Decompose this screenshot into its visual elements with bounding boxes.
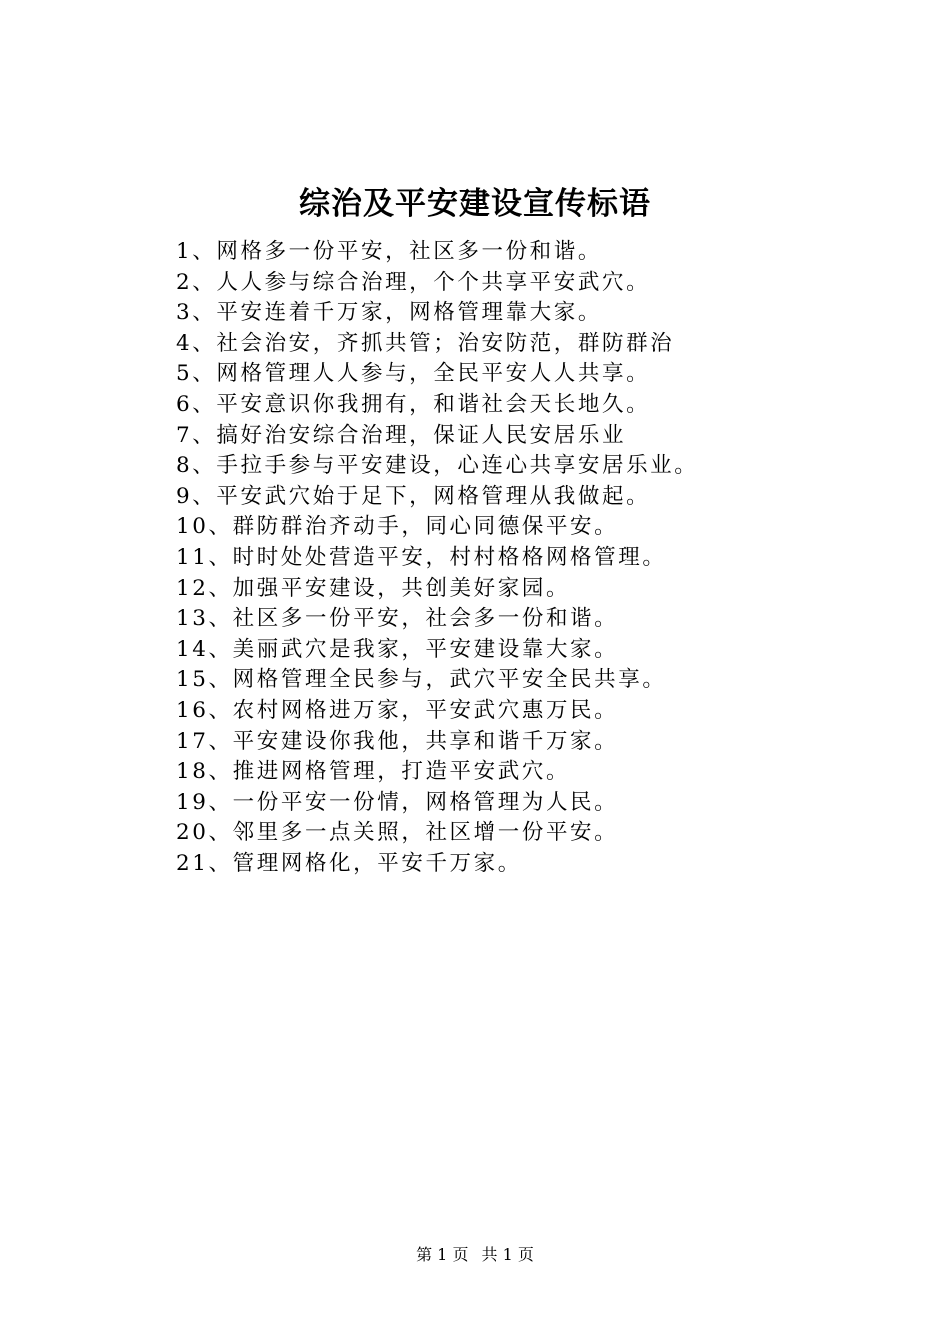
- document-title: 综治及平安建设宣传标语: [299, 186, 651, 222]
- page-total-label: 共 1 页: [481, 1245, 534, 1264]
- slogan-item-10: 10、群防群治齐动手，同心同德保平安。: [176, 514, 619, 540]
- slogan-item-8: 8、手拉手参与平安建设，心连心共享安居乐业。: [176, 453, 699, 479]
- slogan-item-20: 20、邻里多一点关照，社区增一份平安。: [176, 820, 619, 846]
- page-number-label: 第 1 页: [416, 1245, 469, 1264]
- slogan-item-13: 13、社区多一份平安，社会多一份和谐。: [176, 606, 619, 632]
- slogan-item-21: 21、管理网格化，平安千万家。: [176, 850, 522, 876]
- slogan-item-5: 5、网格管理人人参与，全民平安人人共享。: [176, 361, 651, 387]
- slogan-item-19: 19、一份平安一份情，网格管理为人民。: [176, 789, 619, 815]
- slogan-item-2: 2、人人参与综合治理，个个共享平安武穴。: [176, 269, 651, 295]
- slogan-item-16: 16、农村网格进万家，平安武穴惠万民。: [176, 697, 619, 723]
- slogan-item-14: 14、美丽武穴是我家，平安建设靠大家。: [176, 636, 619, 662]
- slogan-item-4: 4、社会治安，齐抓共管；治安防范，群防群治: [176, 330, 675, 356]
- slogan-item-6: 6、平安意识你我拥有，和谐社会天长地久。: [176, 391, 651, 417]
- slogan-item-15: 15、网格管理全民参与，武穴平安全民共享。: [176, 667, 667, 693]
- slogan-item-18: 18、推进网格管理，打造平安武穴。: [176, 759, 571, 785]
- slogan-item-11: 11、时时处处营造平安，村村格格网格管理。: [176, 544, 667, 570]
- slogan-item-12: 12、加强平安建设，共创美好家园。: [176, 575, 571, 601]
- slogan-item-7: 7、搞好治安综合治理，保证人民安居乐业: [176, 422, 627, 448]
- slogan-item-9: 9、平安武穴始于足下，网格管理从我做起。: [176, 483, 651, 509]
- slogan-list: [176, 237, 698, 879]
- slogan-item-3: 3、平安连着千万家，网格管理靠大家。: [176, 300, 602, 326]
- page-footer: [0, 1244, 950, 1266]
- slogan-item-17: 17、平安建设你我他，共享和谐千万家。: [176, 728, 619, 754]
- slogan-item-1: 1、网格多一份平安，社区多一份和谐。: [176, 239, 602, 264]
